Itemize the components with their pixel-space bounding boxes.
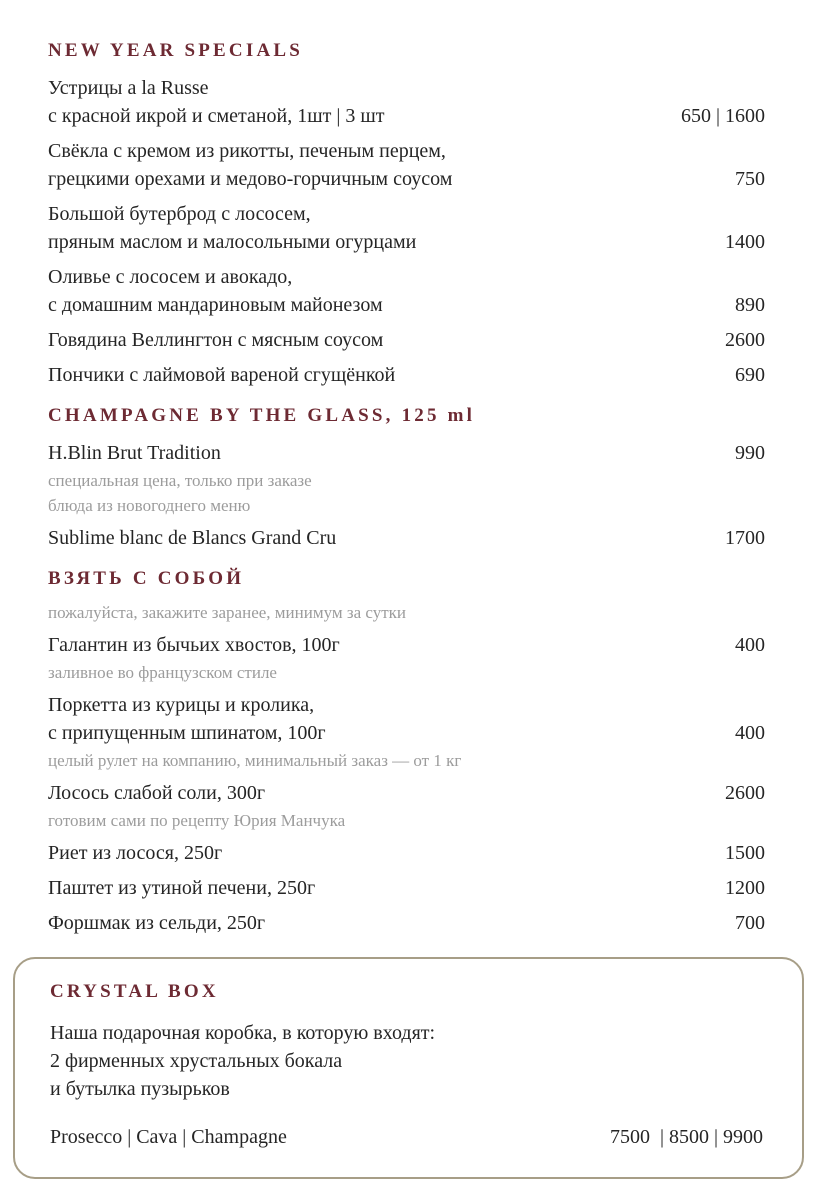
menu-item <box>48 200 765 256</box>
crystal-box-card <box>13 957 804 1179</box>
item-name-line: грецкими орехами и медово-горчичным соусом <box>48 168 453 190</box>
item-note-line: целый рулет на компанию, минимальный заказ — от 1 кг <box>48 751 462 770</box>
item-price: 690 <box>735 364 765 386</box>
menu-item-row <box>48 361 765 389</box>
item-name-line: Галантин из бычьих хвостов, 100г <box>48 634 340 656</box>
menu-item <box>48 839 765 867</box>
item-note-line: готовим сами по рецепту Юрия Манчука <box>48 811 346 830</box>
item-price: 650 | 1600 <box>680 105 765 127</box>
menu-section <box>48 405 765 552</box>
crystal-box-description-line: 2 фирменных хрустальных бокала <box>50 1050 343 1072</box>
menu-item <box>48 263 765 319</box>
item-name-line: Поркетта из курицы и кролика, <box>48 694 315 716</box>
item-name <box>48 839 222 867</box>
item-name <box>48 74 385 130</box>
menu-item <box>48 779 765 832</box>
item-price: 400 <box>735 634 765 656</box>
item-name <box>48 263 383 319</box>
item-name-line: пряным маслом и малосольными огурцами <box>48 231 417 253</box>
menu-item <box>48 74 765 130</box>
item-name <box>48 779 265 807</box>
item-name-line: Говядина Веллингтон с мясным соусом <box>48 329 384 351</box>
menu-item <box>48 691 765 772</box>
menu-item-row <box>48 263 765 319</box>
crystal-box-item-price: 7500 | 8500 | 9900 <box>609 1126 763 1148</box>
section-subtitle: пожалуйста, закажите заранее, минимум за сутки <box>48 603 407 622</box>
item-name <box>48 326 383 354</box>
crystal-box-item-label: Prosecco | Cava | Champagne <box>50 1126 287 1148</box>
item-price: 400 <box>735 722 765 744</box>
menu-section <box>48 40 765 389</box>
menu-item-row <box>48 137 765 193</box>
crystal-box-description-line: и бутылка пузырьков <box>50 1078 230 1100</box>
menu-item <box>48 361 765 389</box>
menu-section <box>48 568 765 937</box>
crystal-box-description-line: Наша подарочная коробка, в которую входят: <box>50 1022 436 1044</box>
item-name <box>48 874 315 902</box>
menu-item-row <box>48 874 765 902</box>
section-title: CHAMPAGNE BY THE GLASS, 125 ml <box>48 405 476 426</box>
item-name-line: Лосось слабой соли, 300г <box>48 782 266 804</box>
item-name-line: Форшмак из сельди, 250г <box>48 912 266 934</box>
item-price: 700 <box>735 912 765 934</box>
menu-item-row <box>48 839 765 867</box>
item-name-line: Паштет из утиной печени, 250г <box>48 877 316 899</box>
item-name <box>48 909 265 937</box>
item-name-line: Свёкла с кремом из рикотты, печеным перцем, <box>48 140 446 162</box>
menu-item-row <box>48 691 765 747</box>
section-title: ВЗЯТЬ С СОБОЙ <box>48 568 245 589</box>
item-note-line: заливное во французском стиле <box>48 663 277 682</box>
item-name-line: Устрицы a la Russe <box>48 77 209 99</box>
item-name-line: с домашним мандариновым майонезом <box>48 294 383 316</box>
item-note-line: специальная цена, только при заказе <box>48 471 312 490</box>
item-name <box>48 361 395 389</box>
item-name-line: с красной икрой и сметаной, 1шт | 3 шт <box>48 105 385 127</box>
item-name-line: Риет из лосося, 250г <box>48 842 223 864</box>
menu-item <box>48 137 765 193</box>
item-name <box>48 137 452 193</box>
item-price: 1700 <box>725 527 765 549</box>
menu-item <box>48 524 765 552</box>
item-name <box>48 691 326 747</box>
menu-item-row <box>48 524 765 552</box>
item-name <box>48 524 336 552</box>
menu-sections <box>48 40 765 937</box>
item-price: 1400 <box>725 231 765 253</box>
menu-item <box>48 439 765 517</box>
item-price: 2600 <box>725 329 765 351</box>
item-name-line: H.Blin Brut Tradition <box>48 442 221 464</box>
menu-item-row <box>48 74 765 130</box>
menu-item <box>48 326 765 354</box>
item-name <box>48 439 221 467</box>
item-name-line: Большой бутерброд с лососем, <box>48 203 311 225</box>
crystal-box-title: CRYSTAL BOX <box>50 981 219 1002</box>
item-price: 750 <box>735 168 765 190</box>
item-price: 990 <box>735 442 765 464</box>
menu-item-row <box>48 439 765 467</box>
menu-item-row <box>48 779 765 807</box>
menu-item-row <box>48 326 765 354</box>
section-title: NEW YEAR SPECIALS <box>48 40 304 61</box>
item-name-line: Sublime blanc de Blancs Grand Cru <box>48 527 337 549</box>
menu-item-row <box>48 200 765 256</box>
item-price: 1200 <box>725 877 765 899</box>
menu-item <box>48 874 765 902</box>
menu-item <box>48 631 765 684</box>
item-note-line: блюда из новогоднего меню <box>48 496 251 515</box>
item-price: 2600 <box>725 782 765 804</box>
menu-item-row <box>48 631 765 659</box>
item-name <box>48 631 340 659</box>
item-name-line: Пончики с лаймовой вареной сгущёнкой <box>48 364 396 386</box>
item-price: 1500 <box>725 842 765 864</box>
item-price: 890 <box>735 294 765 316</box>
item-name-line: Оливье с лососем и авокадо, <box>48 266 293 288</box>
crystal-box-description <box>50 1019 763 1103</box>
menu-item <box>48 909 765 937</box>
item-name-line: с припущенным шпинатом, 100г <box>48 722 326 744</box>
item-name <box>48 200 416 256</box>
crystal-box-item <box>50 1123 763 1151</box>
menu-item-row <box>48 909 765 937</box>
